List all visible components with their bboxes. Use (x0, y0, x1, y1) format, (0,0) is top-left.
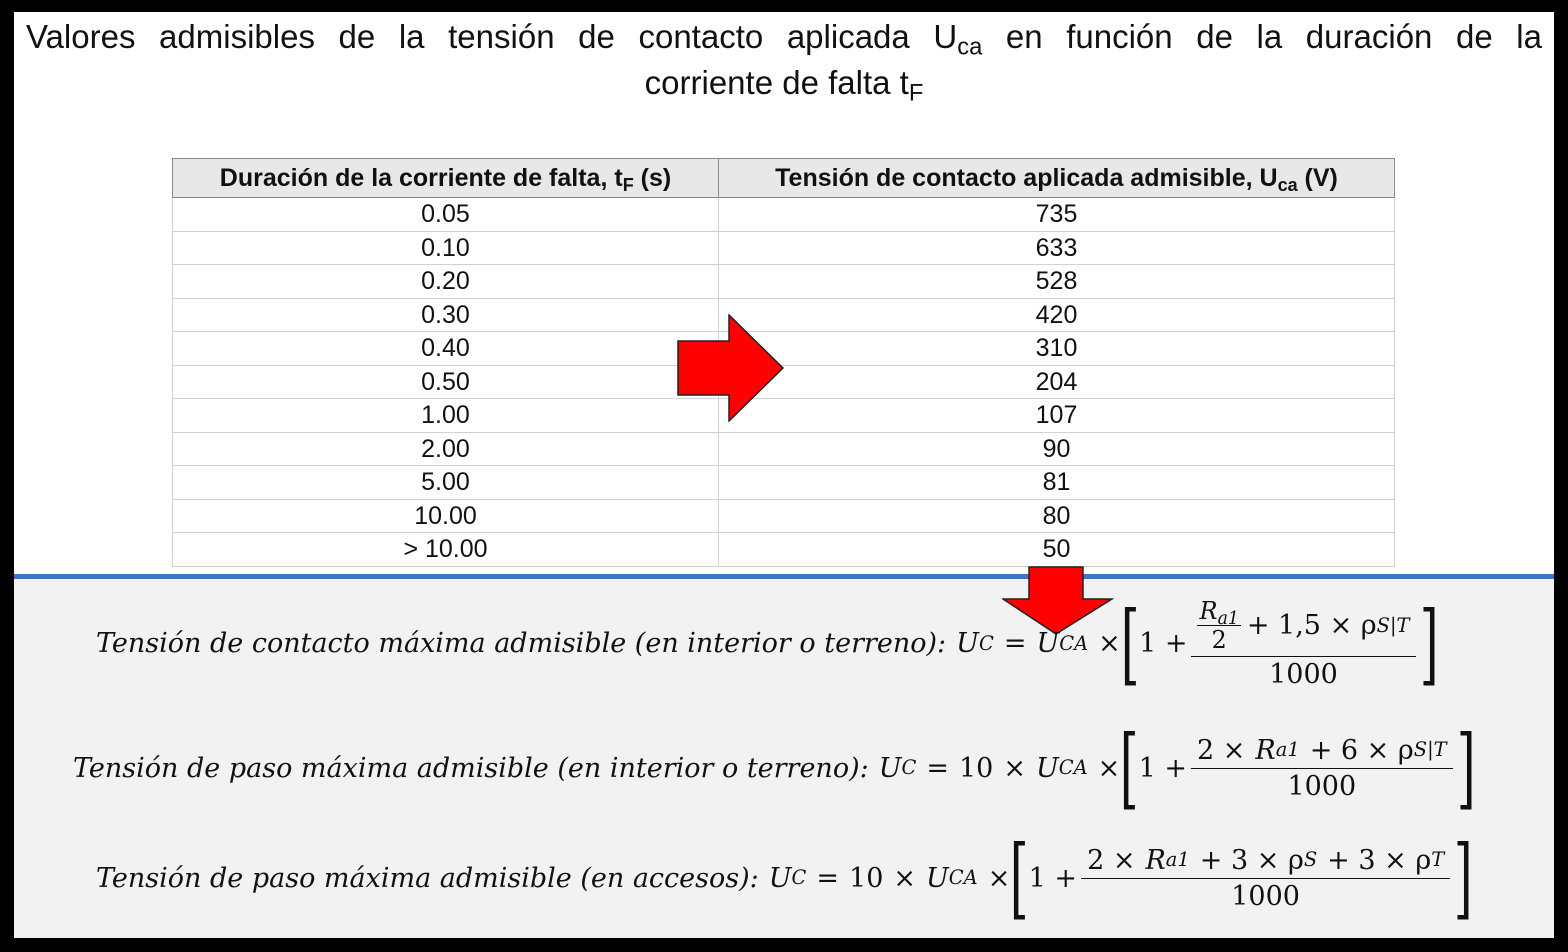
formula-label: Tensión de contacto máxima admisible (en interior o terreno): (96, 628, 947, 659)
table-header-row (173, 159, 1395, 198)
formula-step-voltage-access: Tensión de paso máxima admisible (en accesos): U C = 10 × U CA × [ 1 + 2 × R a1 + 3 × ρ S + 3 × ρ T 1000 ] (96, 826, 1473, 929)
cell-voltage: 81 (719, 466, 1395, 500)
table-row (173, 466, 1395, 500)
formula-label: Tensión de paso máxima admisible (en accesos): (96, 862, 759, 894)
table-row (173, 533, 1395, 567)
cell-voltage: 528 (719, 265, 1395, 299)
cell-voltage: 107 (719, 399, 1395, 433)
formula-contact-voltage: Tensión de contacto máxima admisible (en interior o terreno): U C = U CA × [ 1 + $R_{a1}$ 2 + 1,5 × ρ S|T 1000 ] (96, 591, 1439, 695)
table-row (173, 499, 1395, 533)
cell-duration: 10.00 (173, 499, 719, 533)
cell-voltage: 633 (719, 231, 1395, 265)
fraction: $R_{a1}$ 2 + 1,5 × ρ S|T 1000 (1191, 597, 1415, 690)
cell-duration: 0.40 (173, 332, 719, 366)
arrow-right-icon (677, 314, 785, 422)
cell-duration: 2.00 (173, 432, 719, 466)
header-duration: Duración de la corriente de falta, $t_F$ (s) (173, 159, 719, 198)
cell-duration: 0.10 (173, 231, 719, 265)
table-row (173, 265, 1395, 299)
page-title (14, 14, 1554, 106)
cell-duration: 1.00 (173, 399, 719, 433)
cell-voltage: 735 (719, 198, 1395, 232)
cell-duration: 0.30 (173, 298, 719, 332)
fraction: 2 × R a1 + 3 × ρ S + 3 × ρ T 1000 (1081, 845, 1450, 912)
symbol-uc: U (956, 628, 979, 659)
formula-label: Tensión de paso máxima admisible (en interior o terreno): (73, 752, 869, 784)
table-row (173, 432, 1395, 466)
title-line-1: Valores admisibles de la tensión de contacto aplicada $U_{ca}$ en función de la duración de la (26, 18, 1542, 61)
cell-duration: 0.50 (173, 365, 719, 399)
symbol-uca: U (1036, 628, 1060, 659)
table-row (173, 198, 1395, 232)
header-voltage: Tensión de contacto aplicada admisible, $U_{ca}$ (V) (719, 159, 1395, 198)
cell-duration: 5.00 (173, 466, 719, 500)
cell-voltage: 204 (719, 365, 1395, 399)
cell-voltage: 310 (719, 332, 1395, 366)
cell-voltage: 420 (719, 298, 1395, 332)
cell-duration: 0.05 (173, 198, 719, 232)
cell-voltage: 80 (719, 499, 1395, 533)
table-row (173, 231, 1395, 265)
cell-duration: > 10.00 (173, 533, 719, 567)
fraction: 2 × R a1 + 6 × ρ S|T 1000 (1191, 735, 1453, 802)
cell-voltage: 90 (719, 432, 1395, 466)
cell-duration: 0.20 (173, 265, 719, 299)
title-line-2: corriente de falta $t_F$ (644, 64, 924, 107)
formula-step-voltage-interior: Tensión de paso máxima admisible (en interior o terreno): U C = 10 × U CA × [ 1 + 2 × R a1 + 6 × ρ S|T 1000 ] (73, 716, 1476, 819)
cell-voltage: 50 (719, 533, 1395, 567)
slide (14, 12, 1554, 938)
